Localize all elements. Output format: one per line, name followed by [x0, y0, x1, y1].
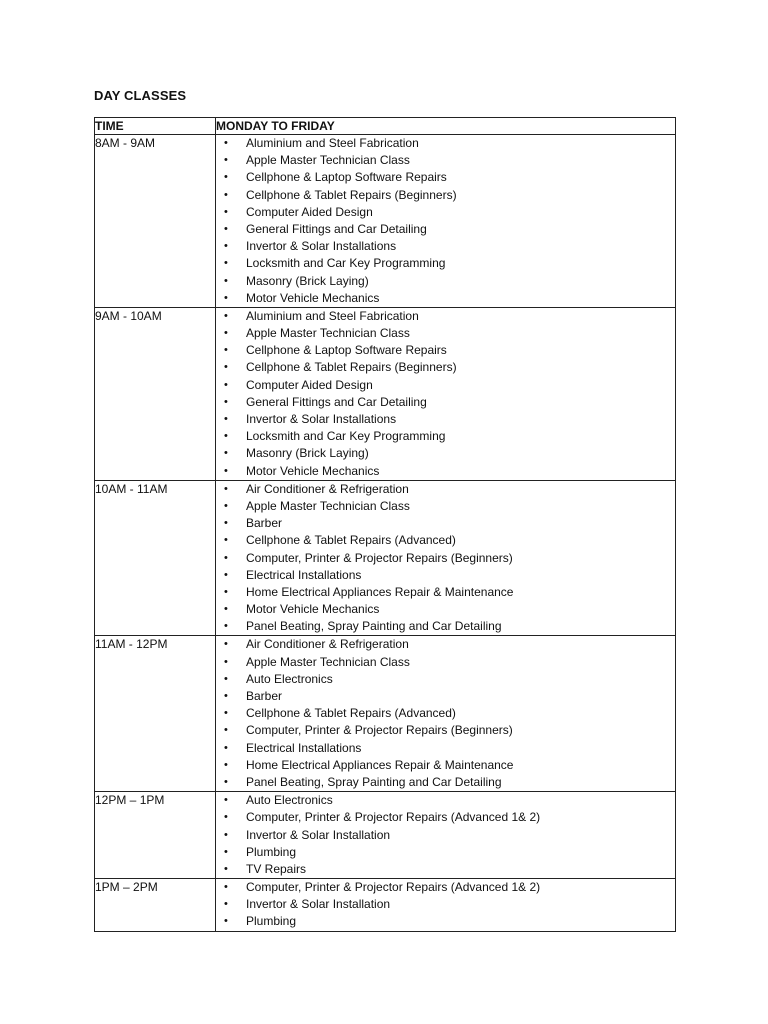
course-list-item: • Cellphone & Tablet Repairs (Beginners) — [216, 187, 675, 204]
course-list-item: • Electrical Installations — [216, 567, 675, 584]
course-list — [216, 879, 675, 931]
course-list-item: • Computer, Printer & Projector Repairs (Advanced 1& 2) — [216, 879, 675, 896]
course-list-item: • Home Electrical Appliances Repair & Maintenance — [216, 757, 675, 774]
courses-cell — [216, 879, 676, 932]
courses-cell — [216, 307, 676, 480]
course-list-item: • Panel Beating, Spray Painting and Car Detailing — [216, 774, 675, 791]
course-list-item: • Aluminium and Steel Fabrication — [216, 308, 675, 325]
course-list-item: • Computer Aided Design — [216, 204, 675, 221]
course-list-item: • Computer Aided Design — [216, 377, 675, 394]
course-list-item: • Computer, Printer & Projector Repairs (Advanced 1& 2) — [216, 809, 675, 826]
schedule-body — [95, 135, 676, 932]
course-list-item: • Locksmith and Car Key Programming — [216, 255, 675, 272]
time-slot-cell: 11AM - 12PM — [95, 636, 216, 792]
course-list-item: • Panel Beating, Spray Painting and Car Detailing — [216, 618, 675, 635]
course-list-item: • Motor Vehicle Mechanics — [216, 601, 675, 618]
course-list-item: • Apple Master Technician Class — [216, 498, 675, 515]
course-list — [216, 135, 675, 307]
course-list-item: • Auto Electronics — [216, 792, 675, 809]
course-list — [216, 481, 675, 636]
time-column-header: TIME — [95, 118, 216, 135]
days-column-header: MONDAY TO FRIDAY — [216, 118, 676, 135]
course-list-item: • Masonry (Brick Laying) — [216, 273, 675, 290]
course-list-item: • Cellphone & Laptop Software Repairs — [216, 342, 675, 359]
course-list-item: • Invertor & Solar Installation — [216, 896, 675, 913]
table-row — [95, 307, 676, 480]
time-slot-cell: 9AM - 10AM — [95, 307, 216, 480]
course-list-item: • Aluminium and Steel Fabrication — [216, 135, 675, 152]
course-list-item: • Masonry (Brick Laying) — [216, 445, 675, 462]
courses-cell — [216, 636, 676, 792]
course-list-item: • Cellphone & Tablet Repairs (Advanced) — [216, 532, 675, 549]
course-list-item: • Auto Electronics — [216, 671, 675, 688]
course-list-item: • Barber — [216, 688, 675, 705]
courses-cell — [216, 135, 676, 308]
course-list — [216, 792, 675, 878]
course-list-item: • Computer, Printer & Projector Repairs (Beginners) — [216, 722, 675, 739]
course-list-item: • Motor Vehicle Mechanics — [216, 463, 675, 480]
table-row — [95, 480, 676, 636]
course-list-item: • Invertor & Solar Installations — [216, 238, 675, 255]
table-row — [95, 792, 676, 879]
course-list-item: • Apple Master Technician Class — [216, 654, 675, 671]
courses-cell — [216, 792, 676, 879]
page-title: DAY CLASSES — [94, 88, 187, 103]
course-list-item: • Invertor & Solar Installations — [216, 411, 675, 428]
course-list-item: • General Fittings and Car Detailing — [216, 394, 675, 411]
courses-cell — [216, 480, 676, 636]
course-list-item: • TV Repairs — [216, 861, 675, 878]
course-list-item: • Computer, Printer & Projector Repairs (Beginners) — [216, 550, 675, 567]
course-list-item: • Air Conditioner & Refrigeration — [216, 481, 675, 498]
course-list-item: • General Fittings and Car Detailing — [216, 221, 675, 238]
course-list-item: • Air Conditioner & Refrigeration — [216, 636, 675, 653]
table-header-row — [95, 118, 676, 135]
course-list — [216, 308, 675, 480]
course-list-item: • Invertor & Solar Installation — [216, 827, 675, 844]
course-list-item: • Cellphone & Tablet Repairs (Beginners) — [216, 359, 675, 376]
course-list-item: • Apple Master Technician Class — [216, 152, 675, 169]
course-list-item: • Home Electrical Appliances Repair & Maintenance — [216, 584, 675, 601]
table-row — [95, 636, 676, 792]
course-list-item: • Cellphone & Tablet Repairs (Advanced) — [216, 705, 675, 722]
course-list-item: • Cellphone & Laptop Software Repairs — [216, 169, 675, 186]
course-list-item: • Plumbing — [216, 913, 675, 930]
table-row — [95, 135, 676, 308]
course-list-item: • Locksmith and Car Key Programming — [216, 428, 675, 445]
schedule-table — [94, 117, 676, 932]
course-list-item: • Apple Master Technician Class — [216, 325, 675, 342]
time-slot-cell: 1PM – 2PM — [95, 879, 216, 932]
course-list-item: • Motor Vehicle Mechanics — [216, 290, 675, 307]
course-list-item: • Barber — [216, 515, 675, 532]
time-slot-cell: 8AM - 9AM — [95, 135, 216, 308]
table-row — [95, 879, 676, 932]
time-slot-cell: 10AM - 11AM — [95, 480, 216, 636]
time-slot-cell: 12PM – 1PM — [95, 792, 216, 879]
course-list-item: • Plumbing — [216, 844, 675, 861]
course-list-item: • Electrical Installations — [216, 740, 675, 757]
course-list — [216, 636, 675, 791]
